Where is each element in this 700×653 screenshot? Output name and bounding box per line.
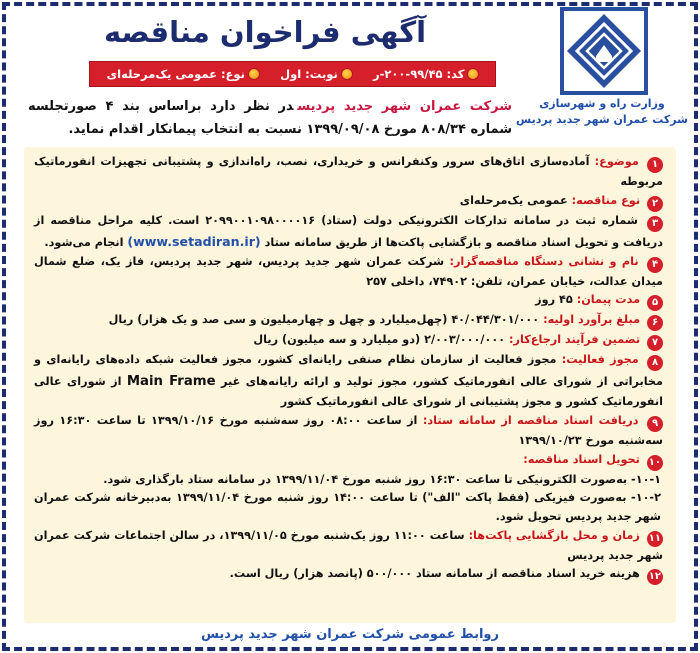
company-name: شرکت عمران شهر جدید پردیس bbox=[516, 113, 688, 126]
item-number-badge: ۵ bbox=[647, 295, 663, 311]
item-number-badge: ۴ bbox=[647, 257, 663, 273]
item-text: ۴۰/۰۴۴/۳۰۱/۰۰۰ (چهل‌میلیارد و چهل و چهارمیلیون و سی صد و یک هزار) ریال bbox=[108, 313, 540, 327]
item-label: موضوع: bbox=[594, 155, 639, 168]
tender-type-tag bbox=[107, 67, 259, 81]
item-label: نام و نشانی دستگاه مناقصه‌گزار: bbox=[449, 254, 639, 268]
intro-text: در نظر دارد براساس بند ۴ صورتجلسه شماره ۸۰۸/۳۴ مورخ ۱۳۹۹/۰۹/۰۸ نسبت به انتخاب پیمانکار اقدام نماید. bbox=[28, 99, 512, 137]
item-text: مجوز فعالیت از سازمان نظام صنفی رایانه‌ای کشور، مجوز فعالیت شبکه داده‌های رایانه‌ای و مخابراتی از شورای عالی انفورماتیک کشور، مجوز تولید و ارائه رایانه‌های غیر bbox=[34, 353, 664, 389]
item-text: ۴۵ روز bbox=[535, 293, 573, 307]
item-text: از ساعت ۰۸:۰۰ روز سه‌شنبه مورخ ۱۳۹۹/۱۰/۱۶ تا ساعت ۱۶:۳۰ روز سه‌شنبه مورخ ۱۳۹۹/۱۰/۲۳ bbox=[34, 413, 663, 447]
item-text-after: از شورای عالی انفورماتیک کشور و مجوز پشتیبانی از شورای عالی انفورماتیک کشور bbox=[34, 375, 663, 409]
item-number-badge: ۳ bbox=[647, 216, 663, 232]
item-label: مدت پیمان: bbox=[576, 293, 641, 307]
tag-text: کد: ۹۹/۴۵-۲۰۰-ر bbox=[372, 67, 465, 81]
item-subject bbox=[34, 153, 663, 192]
item-number-badge: ۱ bbox=[647, 157, 663, 173]
item-label: زمان و محل بازگشایی پاکت‌ها: bbox=[468, 528, 640, 542]
item-number-badge: ۶ bbox=[647, 315, 663, 331]
item-document-delivery bbox=[34, 451, 663, 471]
item-document-fee bbox=[34, 565, 663, 585]
item-text: آماده‌سازی اتاق‌های سرور وکنفرانس و خریداری، نصب، راه‌اندازی و پشتیبانی تجهیزات انفورماتیک مربوطه bbox=[34, 155, 663, 188]
item-document-receipt bbox=[34, 412, 663, 451]
item-number-badge: ۱۲ bbox=[647, 569, 663, 585]
item-setad-registration bbox=[34, 212, 663, 253]
item-emphasis: Main Frame bbox=[126, 374, 216, 390]
item-text: شرکت عمران شهر جدید پردیس، شهر جدید پردیس، فاز یک، ضلع شمال میدان عدالت، خیابان عمران، تلفن: ۷۴۹۰۲، داخلی ۲۵۷ bbox=[34, 254, 663, 288]
item-number-badge: ۲ bbox=[647, 196, 663, 212]
item-label: مبلغ برآورد اولیه: bbox=[543, 313, 641, 327]
intro-company-highlight: شرکت عمران شهر جدید پردیس bbox=[297, 99, 512, 114]
tender-info-bar bbox=[90, 62, 495, 86]
subitem-electronic-delivery: ۱۰-۱- به‌صورت الکترونیکی تا ساعت ۱۶:۳۰ روز شنبه مورخ ۱۳۹۹/۱۱/۰۴ در سامانه ستاد بارگذاری شود. bbox=[103, 472, 661, 486]
page-title: آگهی فراخوان مناقصه bbox=[103, 15, 427, 49]
organization-name bbox=[512, 96, 692, 128]
item-contract-duration bbox=[34, 291, 663, 311]
item-number-badge: ۱۰ bbox=[647, 455, 663, 471]
item-label: مجوز فعالیت: bbox=[561, 353, 639, 367]
item-label: تحویل اسناد مناقصه: bbox=[523, 452, 640, 466]
ministry-name: وزارت راه و شهرسازی bbox=[539, 97, 665, 110]
item-text: ساعت ۱۱:۰۰ روز یک‌شنبه مورخ ۱۳۹۹/۱۱/۰۵، در سالن اجتماعات شرکت عمران شهر جدید پردیس bbox=[34, 528, 663, 562]
item-license bbox=[34, 351, 663, 412]
item-number-badge: ۱۱ bbox=[647, 531, 663, 547]
public-relations-signature: روابط عمومی شرکت عمران شهر جدید پردیس bbox=[201, 627, 499, 642]
item-initial-estimate bbox=[34, 311, 663, 331]
item-text: ۲/۰۰۳/۰۰۰/۰۰۰ (دو میلیارد و سه میلیون) ریال bbox=[253, 333, 506, 347]
bullet-dot-icon bbox=[342, 69, 352, 79]
subitem-physical-delivery: ۱۰-۲- به‌صورت فیزیکی (فقط پاکت "الف") تا ساعت ۱۴:۰۰ روز شنبه مورخ ۱۳۹۹/۱۱/۰۴ به‌دبیرخانه شرکت عمران شهر جدید پردیس تحویل شود. bbox=[34, 491, 661, 523]
item-number-badge: ۷ bbox=[647, 335, 663, 351]
item-number-badge: ۸ bbox=[647, 355, 663, 371]
item-text-after: انجام می‌شود. bbox=[44, 235, 124, 249]
tag-text: نوع: عمومی یک‌مرحله‌ای bbox=[106, 67, 245, 81]
tender-round-tag bbox=[280, 67, 352, 81]
tag-text: نوبت: اول bbox=[280, 67, 338, 81]
tender-code-tag bbox=[373, 67, 478, 81]
item-text: شماره ثبت در سامانه تدارکات الکترونیکی دولت (ستاد) ۲۰۹۹۰۰۱۰۹۸۰۰۰۰۱۶ است. کلیه مراحل مناقصه از دریافت و تحویل اسناد مناقصه و بازگشایی پاکت‌ها از طریق سامانه ستاد bbox=[34, 213, 663, 249]
tender-details-panel bbox=[24, 147, 676, 623]
setad-website-link[interactable]: (www.setadiran.ir) bbox=[127, 233, 261, 249]
item-label: دریافت اسناد مناقصه از سامانه ستاد: bbox=[422, 413, 639, 427]
item-text: هزینه خرید اسناد مناقصه از سامانه ستاد ۵۰۰/۰۰۰ (پانصد هزار) ریال است. bbox=[229, 567, 640, 581]
item-number-badge: ۹ bbox=[647, 416, 663, 432]
item-label: تضمین فرآیند ارجاع‌کار: bbox=[509, 333, 641, 347]
item-guarantee bbox=[34, 331, 663, 351]
ministry-emblem-icon bbox=[517, 7, 690, 95]
bullet-dot-icon bbox=[468, 69, 478, 79]
item-opening bbox=[34, 527, 663, 566]
intro-paragraph bbox=[28, 95, 512, 143]
item-text: عمومی یک‌مرحله‌ای bbox=[459, 193, 568, 207]
bullet-dot-icon bbox=[249, 69, 259, 79]
item-tender-type bbox=[34, 192, 663, 212]
item-organizer-address bbox=[34, 253, 663, 292]
item-label: نوع مناقصه: bbox=[571, 193, 641, 207]
